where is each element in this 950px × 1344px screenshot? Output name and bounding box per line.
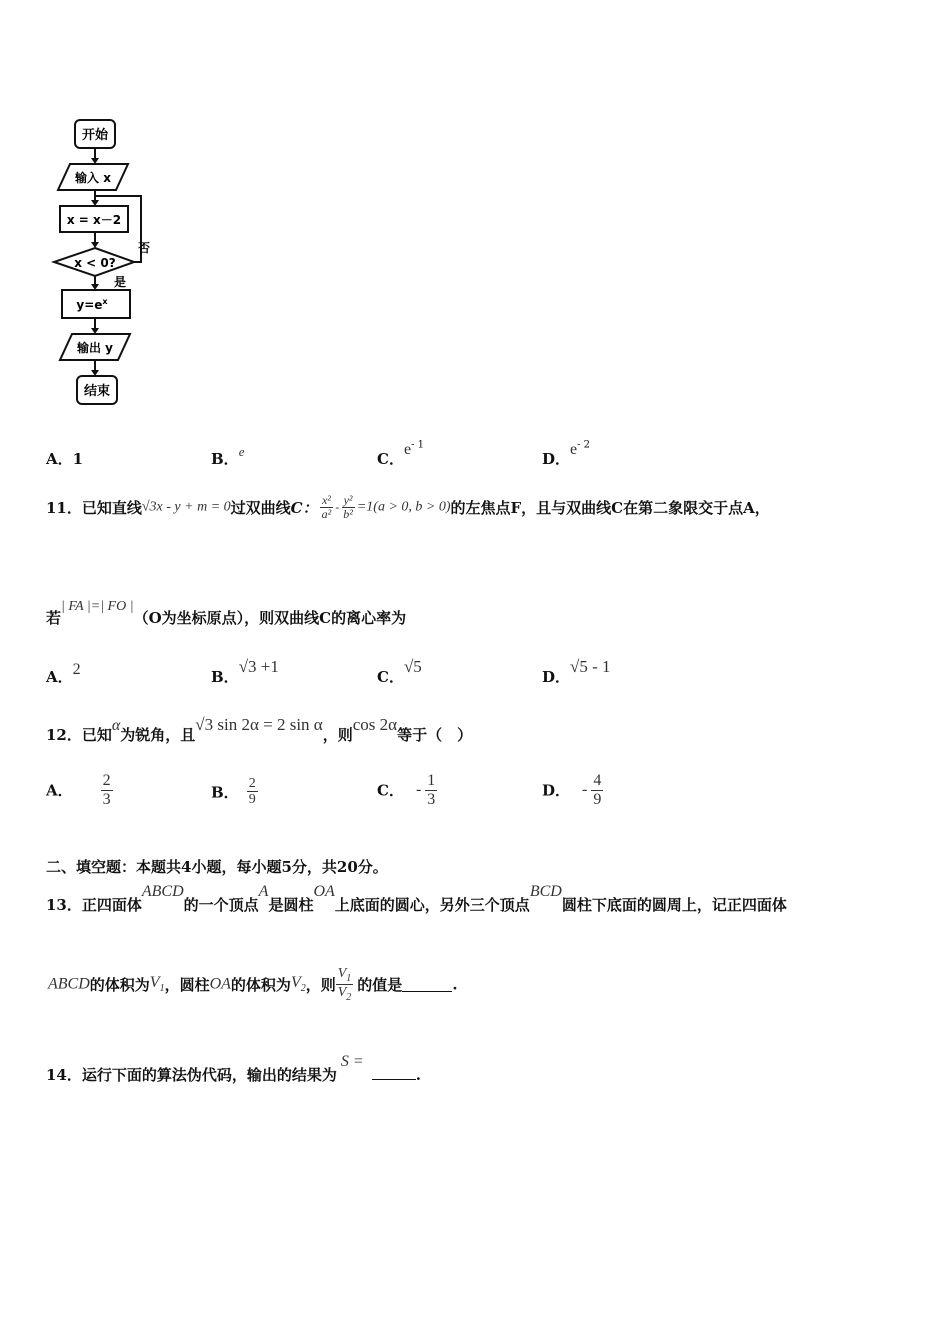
flowchart-assign-text: x = x－2 xyxy=(66,213,122,227)
q11-option-b: B．√3 +1 xyxy=(211,657,279,686)
q11-line1: 11．已知直线√3x - y + m = 0过双曲线C： $\frac{\text{x²}}{\text{a²}}$ - $\frac{\text{y²}}{\text{b²}}$ =1(a > 0, b > 0)的左焦点F，且与双曲线C在第二象限交于点A， xyxy=(46,493,770,522)
q12-option-a: A． $\frac{2}{3}$ xyxy=(46,772,111,808)
q11-option-d: D．√5 - 1 xyxy=(542,657,611,686)
q12-option-c: C． - $\frac{1}{3}$ xyxy=(377,772,436,808)
q11-option-c: C．√5 xyxy=(377,657,422,686)
flowchart-yes-label: 是 xyxy=(113,275,127,289)
q12-option-d: D． - $\frac{4}{9}$ xyxy=(542,772,602,808)
q10-option-d: D．$e^{- 2}$ xyxy=(542,439,591,468)
flowchart-output-text: 输出 y xyxy=(76,341,114,355)
flowchart-end-text: 结束 xyxy=(83,384,111,399)
flowchart-start-text: 开始 xyxy=(81,128,109,143)
q13-line2: ABCD的体积为$V_1$，圆柱OA的体积为$V_2$，则 $\frac{V_1}{V_2}$ 的值是 . xyxy=(48,966,458,1003)
q11-line2: 若| FA |=| FO |（O为坐标原点），则双曲线C的离心率为 xyxy=(46,599,407,627)
q13-answer-blank[interactable] xyxy=(402,977,452,992)
q10-option-b: B．e xyxy=(211,444,245,468)
q14-answer-blank[interactable] xyxy=(372,1065,416,1080)
q11-option-a: A．2 xyxy=(46,661,81,686)
q14-question: 14．运行下面的算法伪代码，输出的结果为S =. xyxy=(46,1053,421,1084)
q13-line1: 13．正四面体ABCD的一个顶点A是圆柱OA上底面的圆心，另外三个顶点BCD圆柱下底面的圆周上，记正四面体 xyxy=(46,883,787,914)
flowchart xyxy=(48,112,158,412)
q10-option-c: C．$e^{- 1}$ xyxy=(377,439,424,468)
q12-question: 12．已知α为锐角，且√3 sin 2α = 2 sin α，则cos 2α等于（ ） xyxy=(46,715,473,744)
section-heading: 二、填空题：本题共4小题，每小题5分，共20分。 xyxy=(46,858,388,876)
flowchart-no-label: 否 xyxy=(137,241,151,255)
flowchart-decision-text: x < 0? xyxy=(74,256,116,270)
q12-option-b: B． $\frac{2}{9}$ xyxy=(211,776,256,808)
flowchart-input-text: 输入 x xyxy=(75,171,111,185)
q10-option-a: A．1 xyxy=(46,450,84,468)
flowchart-compute-text: $y=e^x$ xyxy=(76,297,108,312)
